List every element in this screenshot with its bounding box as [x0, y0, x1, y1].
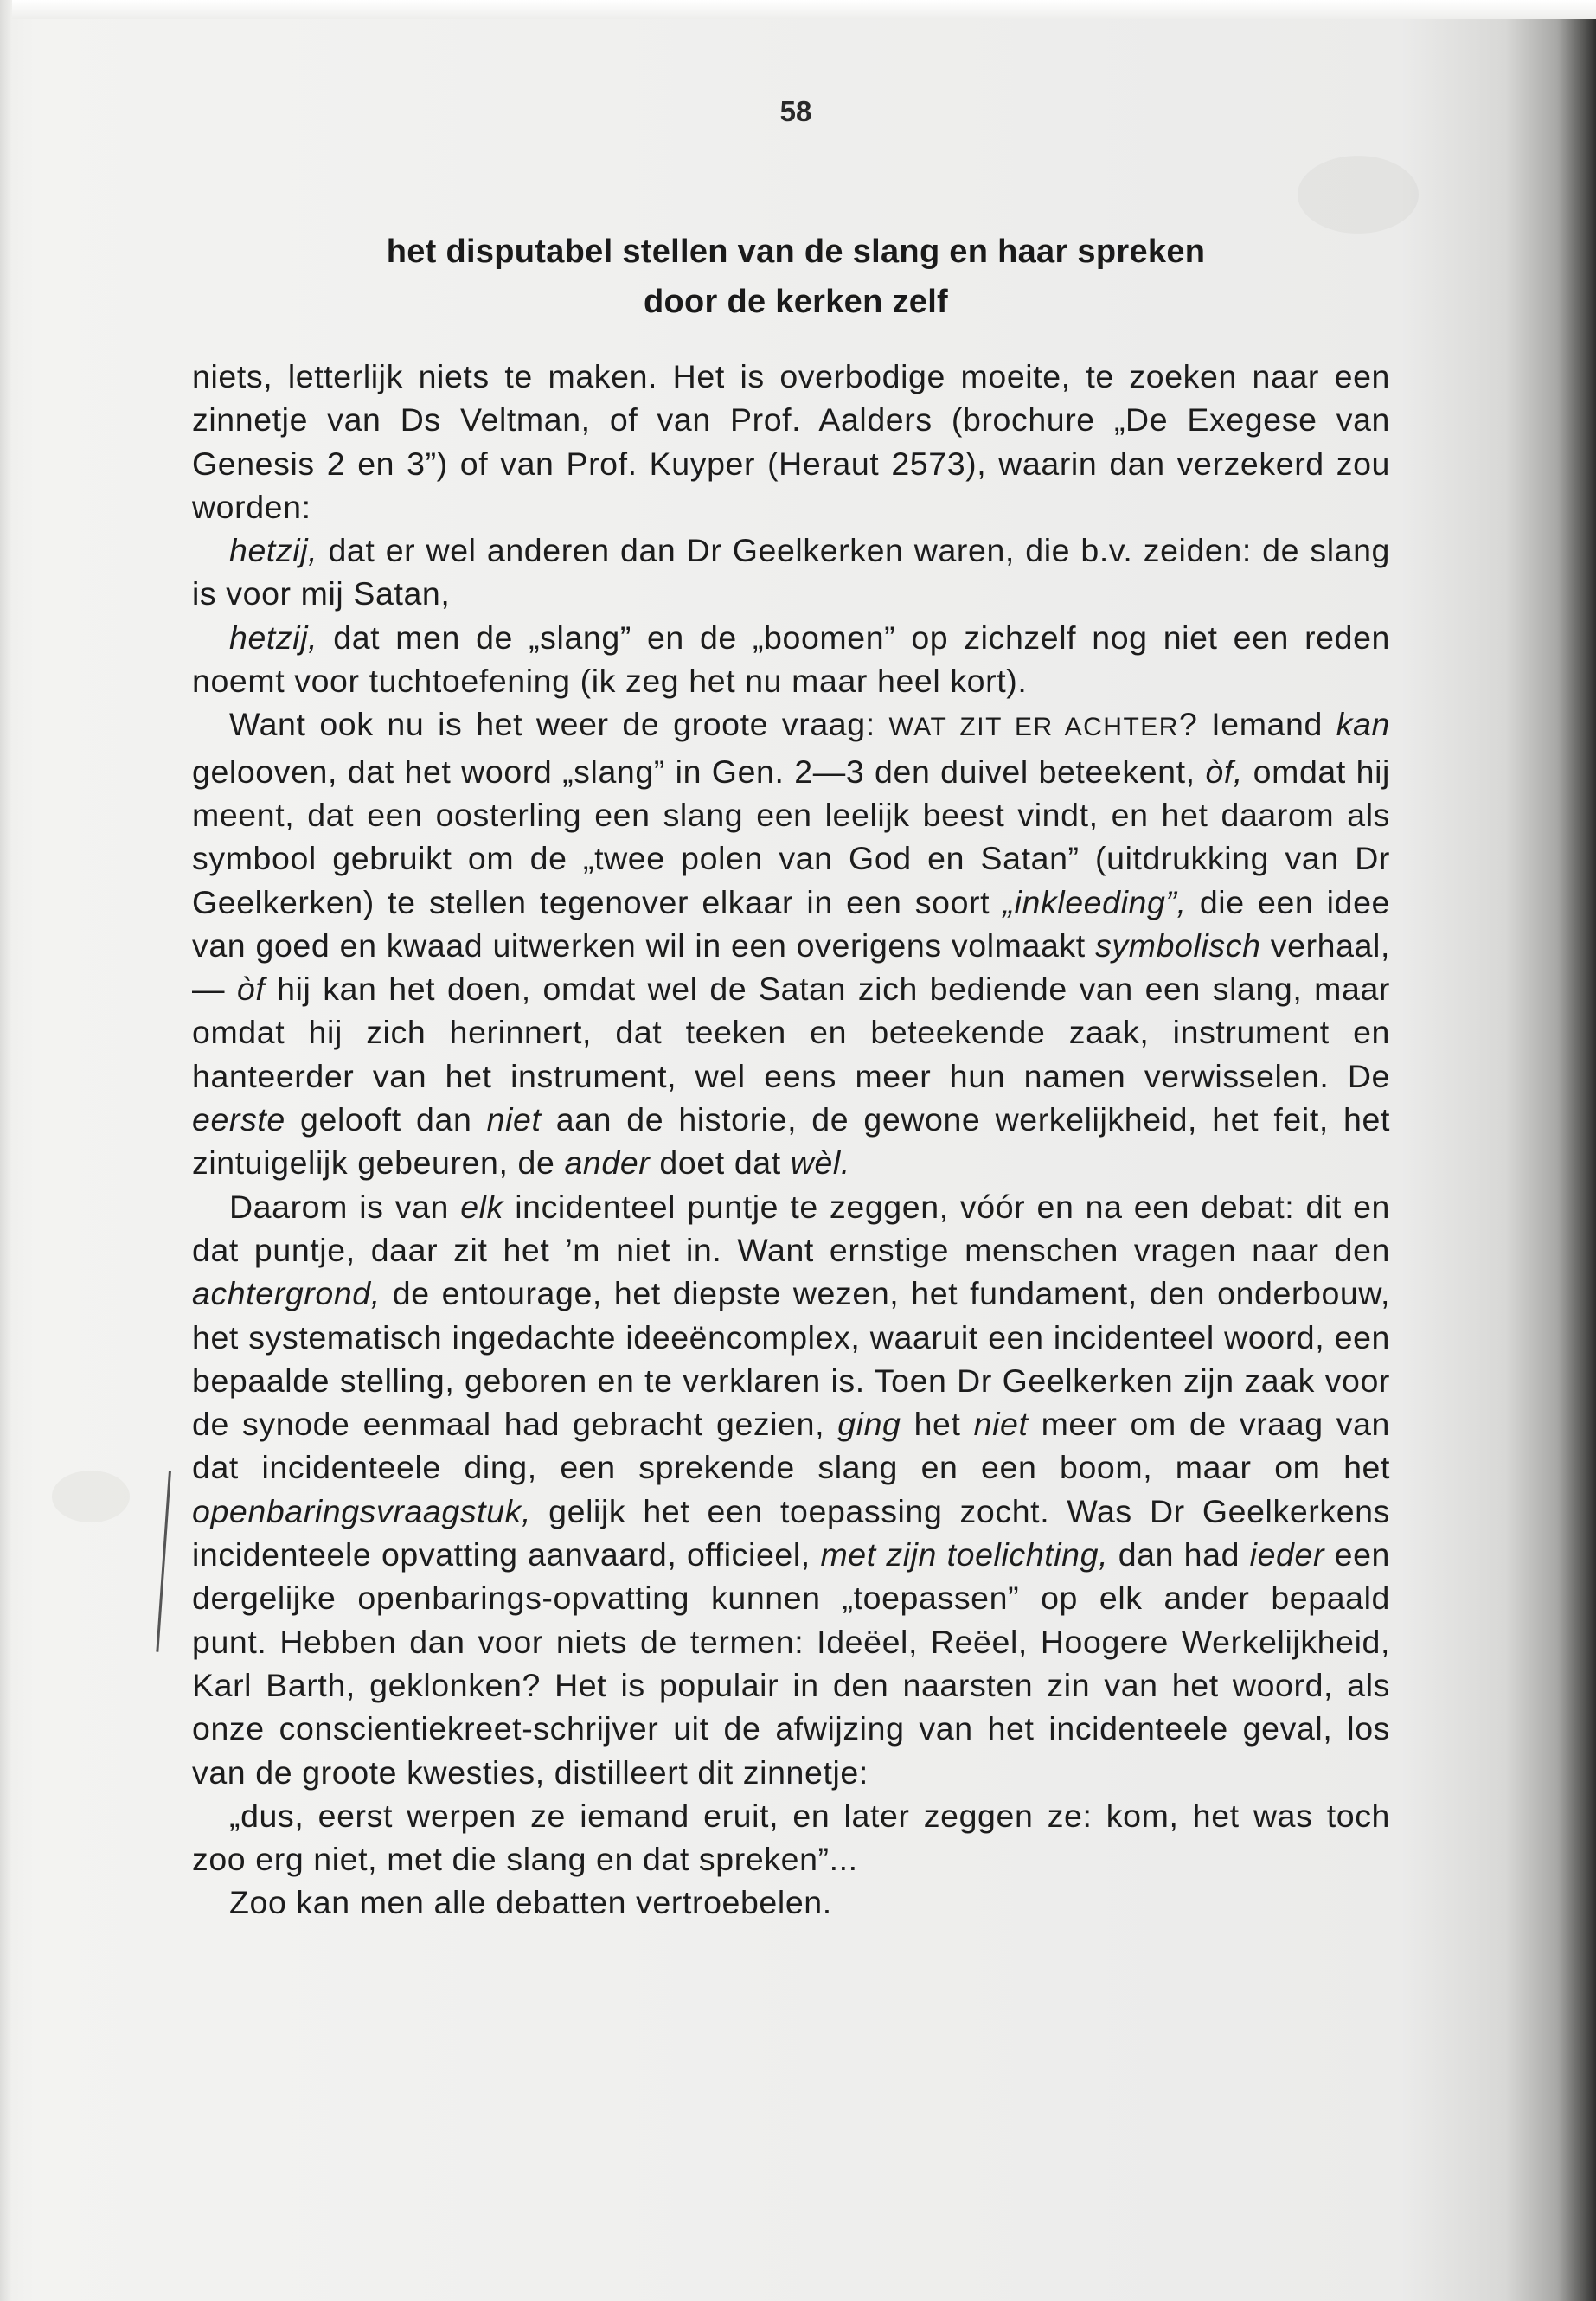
text: meer om de vraag van dat incidenteele ding, een sprekende slang en een boom, maar om het — [192, 1406, 1390, 1486]
paper-stain — [52, 1471, 130, 1522]
paragraph-7: Zoo kan men alle debatten vertroebelen. — [229, 1884, 832, 1921]
text: dat men de „slang” en de „boomen” op zichzelf nog niet een reden noemt voor tuchtoefening (ik zeg het nu maar heel kort). — [192, 619, 1390, 700]
emphasis: ging — [837, 1406, 901, 1443]
page-number: 58 — [779, 95, 812, 127]
text: die een idee van goed en kwaad uitwerken wil in een overigens volmaakt — [192, 883, 1390, 964]
header-line-1: het disputabel stellen van de slang en haar spreken — [386, 234, 1206, 270]
emphasis: niet — [973, 1406, 1029, 1443]
text: incidenteel puntje te zeggen, vóór en na een debat: dit en dat puntje, daar zit het ’m niet in. Want ernstige menschen vragen naar den — [192, 1188, 1391, 1268]
emphasis: „inkleeding”, — [1003, 883, 1187, 920]
small-caps-text: WAT ZIT ER ACHTER — [888, 713, 1179, 742]
text: dat er wel anderen dan Dr Geelkerken waren, die b.v. zeiden: de slang is voor mij Satan, — [192, 532, 1390, 612]
emphasis: òf — [236, 971, 266, 1008]
emphasis: symbolisch — [1095, 926, 1261, 964]
text: ? Iemand — [1178, 706, 1336, 743]
text: gelooven, dat het woord „slang” in Gen. 2—3 den duivel beteekent, — [192, 753, 1206, 790]
text: de entourage, het diepste wezen, het fundament, den onderbouw, het systematisch ingedachte ideeëncomplex, waaruit een incidenteel woord, een bepaalde stelling, geboren en te verklaren is. Toen Dr Geelkerken zijn zaak voor de synode eenmaal had gebracht gezien, — [192, 1275, 1390, 1443]
running-header — [190, 227, 1401, 327]
body-text — [192, 355, 1390, 1925]
text: een dergelijke openbarings-opvatting kunnen „toepassen” op elk ander bepaald punt. Hebben dan voor niets de termen: Ideëel, Reëel, Hoogere Werkelijkheid, Karl Barth, geklonken? Het is populair in den naarsten zin van het woord, als onze conscientiekreet-schrijver uit de afwijzing van het incidenteele geval, los van de groote kwesties, distilleert dit zinnetje: — [192, 1536, 1391, 1791]
text: hij kan het doen, omdat wel de Satan zich bediende van een slang, maar omdat hij zich herinnert, dat teeken en beteekende zaak, instrument en hanteerder van het instrument, wel eens meer hun namen verwisselen. De — [192, 971, 1390, 1094]
emphasis: ieder — [1249, 1536, 1325, 1574]
emphasis: kan — [1336, 706, 1390, 743]
text: Want ook nu is het weer de groote vraag: — [229, 706, 889, 743]
text: gelijk het een toepassing zocht. Was Dr Geelkerkens incidenteele opvatting aanvaard, officieel, — [192, 1492, 1390, 1574]
paper-stain — [1298, 156, 1419, 234]
paragraph-3 — [192, 616, 1390, 703]
emphasis: eerste — [192, 1101, 285, 1138]
emphasis: òf, — [1205, 753, 1243, 790]
text: gelooft dan — [285, 1101, 487, 1138]
text: doet dat — [650, 1144, 791, 1182]
text: het — [901, 1406, 974, 1443]
paragraph-1: niets, letterlijk niets te maken. Het is overbodige moeite, te zoeken naar een zinnetje van Ds Veltman, of van Prof. Aalders (brochure „De Exegese van Genesis 2 en 3”) of van Prof. Kuyper (Heraut 2573), waarin dan verzekerd zou worden: — [192, 358, 1390, 525]
emphasis: openbaringsvraagstuk, — [192, 1492, 532, 1529]
emphasis: ander — [564, 1144, 651, 1182]
page-top-edge — [0, 0, 1596, 19]
paragraph-5 — [192, 1185, 1390, 1794]
emphasis: achtergrond, — [192, 1275, 381, 1312]
text: Daarom is van — [229, 1188, 461, 1225]
emphasis: hetzij, — [229, 619, 318, 656]
text: verhaal, — — [192, 926, 1391, 1008]
paragraph-6: „dus, eerst werpen ze iemand eruit, en later zeggen ze: kom, het was toch zoo erg niet, met die slang en dat spreken”... — [192, 1797, 1390, 1878]
emphasis: niet — [486, 1101, 542, 1138]
text: dan had — [1108, 1536, 1250, 1574]
emphasis: met zijn toelichting, — [820, 1536, 1109, 1574]
emphasis: hetzij, — [229, 532, 318, 569]
emphasis: elk — [460, 1188, 503, 1225]
emphasis: wèl. — [790, 1144, 850, 1182]
text: omdat hij meent, dat een oosterling een slang een leelijk beest vindt, en het daarom als symbool gebruikt om de „twee polen van God en Satan” (uitdrukking van Dr Geelkerken) te stellen tegenover elkaar in een soort — [192, 753, 1390, 920]
header-line-2: door de kerken zelf — [643, 284, 949, 320]
text: aan de historie, de gewone werkelijkheid, het feit, het zintuigelijk gebeuren, de — [192, 1101, 1390, 1182]
margin-pencil-mark — [156, 1471, 171, 1652]
paragraph-4 — [192, 702, 1390, 1184]
paragraph-2 — [192, 529, 1390, 616]
page-left-edge — [0, 0, 12, 2301]
